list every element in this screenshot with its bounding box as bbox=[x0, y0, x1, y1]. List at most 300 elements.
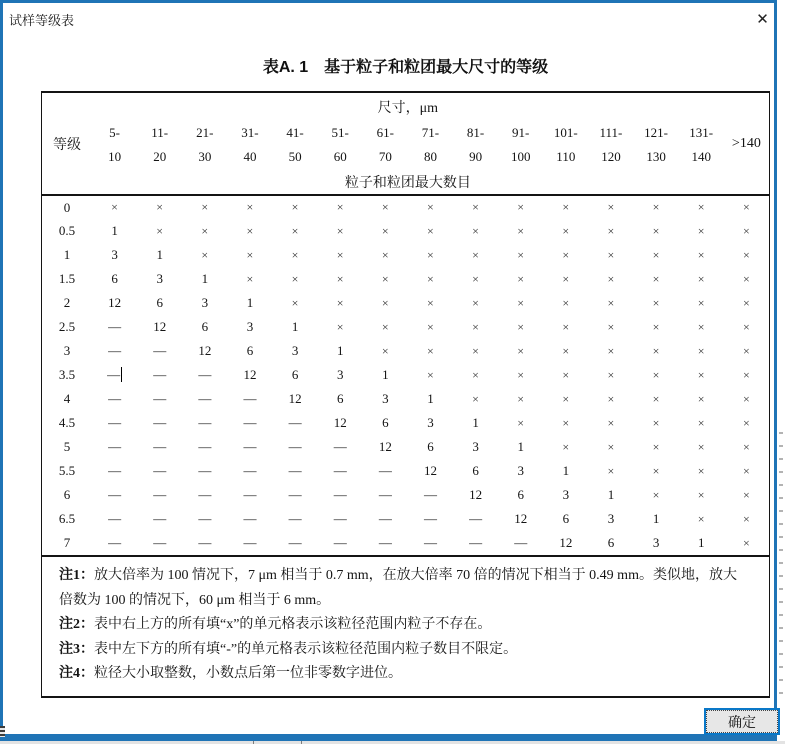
value-cell: × bbox=[742, 223, 750, 238]
size-range-header: 101- 110 bbox=[553, 124, 578, 164]
value-cell: × bbox=[562, 391, 570, 406]
value-cell: — bbox=[288, 535, 302, 550]
value-cell: 1 bbox=[562, 463, 570, 478]
value-cell: × bbox=[472, 271, 479, 286]
value-cell: × bbox=[679, 195, 724, 219]
value-cell: × bbox=[562, 295, 570, 310]
value-cell: 6 bbox=[427, 439, 434, 454]
value-cell: × bbox=[273, 195, 318, 219]
value-cell: × bbox=[517, 223, 525, 238]
size-range-header: 11- 20 bbox=[151, 124, 169, 164]
value-cell: — bbox=[108, 535, 122, 550]
value-cell: × bbox=[562, 271, 570, 286]
table-row bbox=[42, 387, 769, 411]
value-cell: — bbox=[378, 463, 392, 478]
size-range-header: 31- 40 bbox=[241, 124, 259, 164]
value-cell: × bbox=[318, 195, 363, 219]
value-cell: × bbox=[453, 195, 498, 219]
value-cell: × bbox=[652, 223, 660, 238]
value-cell: × bbox=[742, 391, 750, 406]
grade-cell: 5 bbox=[63, 439, 71, 454]
value-cell: 3 bbox=[156, 271, 163, 286]
value-cell: × bbox=[427, 247, 434, 262]
note-line bbox=[59, 638, 757, 663]
value-cell: 3 bbox=[472, 439, 479, 454]
value-cell: × bbox=[182, 195, 227, 219]
value-cell: 1 bbox=[427, 391, 434, 406]
value-cell: × bbox=[291, 247, 299, 262]
value-cell: × bbox=[517, 271, 525, 286]
value-cell: — bbox=[153, 415, 167, 430]
value-cell: × bbox=[336, 295, 344, 310]
value-cell: × bbox=[634, 195, 679, 219]
table-row bbox=[42, 435, 769, 459]
value-cell: × bbox=[472, 223, 479, 238]
value-cell: × bbox=[742, 247, 750, 262]
note-line bbox=[59, 613, 757, 638]
value-cell: 12 bbox=[108, 295, 122, 310]
table-row bbox=[42, 363, 769, 387]
grade-cell: 7 bbox=[63, 535, 71, 550]
value-cell: × bbox=[517, 367, 525, 382]
value-cell: × bbox=[742, 271, 750, 286]
value-cell: 1 bbox=[336, 343, 344, 358]
value-cell: 3 bbox=[607, 511, 615, 526]
value-cell: × bbox=[498, 195, 543, 219]
value-cell: — bbox=[198, 439, 212, 454]
size-range-header: 5- 10 bbox=[108, 124, 122, 164]
value-cell: — bbox=[333, 535, 347, 550]
value-cell: — bbox=[108, 439, 122, 454]
value-cell: 12 bbox=[333, 415, 347, 430]
value-cell: × bbox=[742, 415, 750, 430]
text-caret bbox=[121, 367, 122, 382]
background-window-artifacts bbox=[779, 432, 783, 700]
grade-cell: 1.5 bbox=[58, 271, 76, 286]
value-cell: 6 bbox=[291, 367, 299, 382]
value-cell: — bbox=[514, 535, 528, 550]
value-cell: × bbox=[517, 319, 525, 334]
value-cell: — bbox=[153, 463, 167, 478]
value-cell: × bbox=[472, 343, 479, 358]
value-cell: × bbox=[607, 391, 615, 406]
value-cell: × bbox=[381, 295, 389, 310]
value-cell: 1 bbox=[382, 367, 389, 382]
note-text: 表中右上方的所有填“x”的单元格表示该粒径范围内粒子不存在。 bbox=[94, 617, 492, 632]
value-cell: × bbox=[246, 247, 254, 262]
value-cell: — bbox=[198, 391, 212, 406]
value-cell: — bbox=[153, 343, 167, 358]
value-cell: 3 bbox=[111, 247, 118, 262]
grade-cell: 4 bbox=[63, 391, 71, 406]
value-cell: × bbox=[472, 247, 479, 262]
size-range-header: 51- 60 bbox=[331, 124, 349, 164]
value-cell: — bbox=[288, 487, 302, 502]
table-row bbox=[42, 267, 769, 291]
grade-cell: 6.5 bbox=[58, 511, 76, 526]
value-cell: × bbox=[427, 271, 434, 286]
value-cell: × bbox=[697, 487, 705, 502]
table-row bbox=[42, 459, 769, 483]
value-cell: × bbox=[607, 367, 615, 382]
value-cell: — bbox=[378, 535, 392, 550]
value-cell: — bbox=[153, 367, 167, 382]
table-body bbox=[42, 195, 769, 555]
value-cell: × bbox=[156, 223, 164, 238]
value-cell: × bbox=[742, 439, 750, 454]
value-cell: 1 bbox=[111, 223, 118, 238]
value-cell: × bbox=[697, 271, 705, 286]
value-cell: 12 bbox=[243, 367, 257, 382]
value-cell: 12 bbox=[514, 511, 528, 526]
value-cell: × bbox=[543, 195, 588, 219]
value-cell: × bbox=[742, 463, 750, 478]
value-cell: 1 bbox=[201, 271, 209, 286]
value-cell: × bbox=[381, 223, 389, 238]
note-continuation: 倍数为 100 的情况下，60 μm 相当于 6 mm。 bbox=[59, 592, 331, 608]
value-cell: — bbox=[243, 439, 257, 454]
value-cell: 6 bbox=[562, 511, 570, 526]
value-cell: × bbox=[607, 463, 615, 478]
value-cell: 12 bbox=[153, 319, 167, 334]
close-icon: ✕ bbox=[756, 9, 769, 28]
value-cell: × bbox=[742, 319, 750, 334]
value-cell: — bbox=[198, 487, 212, 502]
value-cell: 12 bbox=[469, 487, 483, 502]
grade-cell: 5.5 bbox=[58, 463, 76, 478]
value-cell: × bbox=[517, 295, 525, 310]
value-cell: — bbox=[288, 439, 302, 454]
value-cell: × bbox=[562, 343, 570, 358]
size-range-header: 131- 140 bbox=[689, 124, 714, 164]
value-cell: × bbox=[697, 511, 705, 526]
value-cell: — bbox=[243, 415, 257, 430]
value-cell: × bbox=[607, 343, 615, 358]
note-text: 表中左下方的所有填“-”的单元格表示该粒径范围内粒子数目不限定。 bbox=[94, 641, 518, 657]
value-cell: × bbox=[427, 295, 434, 310]
window-title: 试样等级表 bbox=[9, 13, 75, 28]
value-cell: × bbox=[381, 319, 389, 334]
size-range-header: 91- 100 bbox=[510, 124, 531, 164]
value-cell: × bbox=[201, 247, 209, 262]
value-cell: × bbox=[742, 367, 750, 382]
value-cell: × bbox=[517, 391, 525, 406]
value-cell: — bbox=[108, 487, 122, 502]
value-cell: — bbox=[243, 391, 257, 406]
value-cell: × bbox=[742, 511, 750, 526]
value-cell: × bbox=[697, 391, 705, 406]
table-row bbox=[42, 195, 769, 219]
value-cell: — bbox=[198, 367, 212, 382]
value-cell: × bbox=[427, 367, 434, 382]
value-cell: 6 bbox=[246, 343, 254, 358]
value-cell: × bbox=[588, 195, 633, 219]
value-cell: — bbox=[469, 535, 483, 550]
table-row bbox=[42, 339, 769, 363]
grade-table bbox=[42, 93, 769, 555]
value-cell: × bbox=[336, 271, 344, 286]
value-cell: × bbox=[697, 439, 705, 454]
table-row bbox=[42, 507, 769, 531]
value-cell: × bbox=[652, 463, 660, 478]
background-artifact-left bbox=[0, 726, 5, 737]
value-cell: — bbox=[243, 535, 257, 550]
value-cell: — bbox=[333, 463, 347, 478]
value-cell: — bbox=[243, 487, 257, 502]
size-range-header: 41- 50 bbox=[286, 124, 304, 164]
value-cell: × bbox=[652, 343, 660, 358]
value-cell: 6 bbox=[201, 319, 209, 334]
size-unit-header: 尺寸，μm bbox=[377, 100, 439, 116]
value-cell: 12 bbox=[378, 439, 392, 454]
table-row bbox=[42, 291, 769, 315]
value-cell: × bbox=[472, 295, 479, 310]
table-row bbox=[42, 315, 769, 339]
grade-cell: 3.5 bbox=[58, 367, 76, 382]
note-label: 注4： bbox=[59, 666, 94, 681]
value-cell: — bbox=[108, 463, 122, 478]
value-cell: × bbox=[697, 367, 705, 382]
value-cell: × bbox=[607, 295, 615, 310]
value-cell: 3 bbox=[201, 295, 209, 310]
close-button[interactable] bbox=[749, 6, 776, 31]
value-cell: × bbox=[92, 195, 137, 219]
value-cell: × bbox=[427, 223, 434, 238]
value-cell: 1 bbox=[517, 439, 524, 454]
value-cell: × bbox=[363, 195, 408, 219]
value-cell: 12 bbox=[198, 343, 212, 358]
value-cell: × bbox=[652, 439, 660, 454]
value-cell: × bbox=[381, 271, 389, 286]
value-cell: × bbox=[291, 295, 299, 310]
value-cell: × bbox=[652, 487, 660, 502]
value-cell: — bbox=[153, 535, 167, 550]
value-cell: — bbox=[378, 511, 392, 526]
value-cell: 6 bbox=[336, 391, 344, 406]
value-cell: — bbox=[153, 487, 167, 502]
value-cell: × bbox=[336, 223, 344, 238]
value-cell: — bbox=[198, 415, 212, 430]
value-cell: 3 bbox=[652, 535, 660, 550]
size-range-header: 21- 30 bbox=[196, 124, 214, 164]
value-cell: — bbox=[108, 511, 122, 526]
grade-column-header: 等级 bbox=[53, 137, 81, 153]
value-cell: — bbox=[198, 535, 212, 550]
value-cell: — bbox=[423, 535, 437, 550]
value-cell: × bbox=[697, 223, 705, 238]
value-cell: × bbox=[697, 415, 705, 430]
value-cell: 3 bbox=[562, 487, 570, 502]
table-notes bbox=[42, 555, 769, 696]
size-range-header: 121- 130 bbox=[644, 124, 668, 164]
note-text: 放大倍率为 100 情况下，7 μm 相当于 0.7 mm，在放大倍率 70 倍的情况下相当于 0.49 mm。类似地，放大 bbox=[94, 568, 737, 583]
value-cell: × bbox=[381, 247, 389, 262]
value-cell: × bbox=[427, 319, 434, 334]
value-cell: × bbox=[742, 487, 750, 502]
value-cell: × bbox=[246, 223, 254, 238]
value-cell: × bbox=[137, 195, 182, 219]
value-cell: × bbox=[562, 247, 570, 262]
value-cell: 1 bbox=[472, 415, 479, 430]
max-count-header: 粒子和粒团最大数目 bbox=[344, 175, 471, 191]
value-cell: — bbox=[108, 343, 122, 358]
value-cell: 6 bbox=[111, 271, 118, 286]
note-line bbox=[59, 662, 757, 687]
note-label: 注1： bbox=[59, 568, 94, 583]
value-cell: × bbox=[291, 223, 299, 238]
value-cell: 6 bbox=[472, 463, 479, 478]
value-cell: 3 bbox=[336, 367, 344, 382]
grade-cell: 1 bbox=[63, 247, 71, 262]
value-cell: × bbox=[472, 319, 479, 334]
value-cell: 1 bbox=[246, 295, 254, 310]
value-cell: 3 bbox=[382, 391, 389, 406]
value-cell: — bbox=[243, 463, 257, 478]
grade-cell: 3 bbox=[63, 343, 71, 358]
value-cell: × bbox=[652, 367, 660, 382]
size-range-header: 111- 120 bbox=[599, 124, 623, 164]
value-cell: — bbox=[288, 511, 302, 526]
value-cell: — bbox=[333, 487, 347, 502]
value-cell: 1 bbox=[156, 247, 163, 262]
note-line bbox=[59, 564, 757, 589]
table-header bbox=[42, 93, 769, 195]
value-cell: 12 bbox=[423, 463, 437, 478]
value-cell: × bbox=[697, 319, 705, 334]
value-cell: × bbox=[607, 271, 615, 286]
ok-button[interactable] bbox=[704, 708, 780, 735]
value-cell: × bbox=[652, 247, 660, 262]
value-cell: × bbox=[697, 247, 705, 262]
ok-button-label: 确定 bbox=[728, 715, 756, 731]
value-cell: 1 bbox=[607, 487, 615, 502]
value-cell: — bbox=[243, 511, 257, 526]
value-cell: — bbox=[153, 511, 167, 526]
value-cell: × bbox=[562, 367, 570, 382]
note-label: 注2： bbox=[59, 617, 94, 632]
value-cell: × bbox=[652, 415, 660, 430]
value-cell: 12 bbox=[288, 391, 302, 406]
value-cell: × bbox=[517, 415, 525, 430]
value-cell: × bbox=[652, 319, 660, 334]
value-cell: × bbox=[472, 367, 479, 382]
note-text: 粒径大小取整数，小数点后第一位非零数字进位。 bbox=[94, 666, 402, 681]
value-cell: — bbox=[198, 511, 212, 526]
value-cell: × bbox=[201, 223, 209, 238]
value-cell: × bbox=[336, 247, 344, 262]
value-cell: × bbox=[381, 343, 389, 358]
value-cell: × bbox=[697, 463, 705, 478]
table-row bbox=[42, 531, 769, 555]
value-cell: × bbox=[607, 247, 615, 262]
value-cell: × bbox=[742, 343, 750, 358]
value-cell: 1 bbox=[291, 319, 299, 334]
value-cell: × bbox=[562, 439, 570, 454]
value-cell: × bbox=[607, 415, 615, 430]
grade-cell: 2 bbox=[63, 295, 71, 310]
value-cell: × bbox=[517, 247, 525, 262]
table-row bbox=[42, 219, 769, 243]
value-cell: × bbox=[291, 271, 299, 286]
grade-cell: 4.5 bbox=[58, 415, 76, 430]
value-cell: 1 bbox=[697, 535, 705, 550]
value-cell: × bbox=[607, 319, 615, 334]
value-cell: — bbox=[288, 463, 302, 478]
table-row bbox=[42, 411, 769, 435]
value-cell: × bbox=[652, 271, 660, 286]
value-cell: 3 bbox=[246, 319, 254, 334]
grade-cell: 0.5 bbox=[58, 223, 76, 238]
table-row bbox=[42, 243, 769, 267]
value-cell: × bbox=[246, 271, 254, 286]
value-cell: × bbox=[562, 415, 570, 430]
value-cell: — bbox=[333, 511, 347, 526]
value-cell: × bbox=[408, 195, 453, 219]
value-cell: — bbox=[108, 415, 122, 430]
size-range-header: 81- 90 bbox=[466, 124, 485, 164]
value-cell: × bbox=[227, 195, 272, 219]
value-cell: × bbox=[517, 343, 525, 358]
value-cell: — bbox=[423, 511, 437, 526]
value-cell: 6 bbox=[607, 535, 615, 550]
table-frame bbox=[41, 91, 770, 698]
table-row bbox=[42, 483, 769, 507]
value-cell: 6 bbox=[517, 487, 524, 502]
value-cell: — bbox=[153, 439, 167, 454]
table-caption: 表A. 1 基于粒子和粒团最大尺寸的等级 bbox=[262, 59, 549, 76]
value-cell: × bbox=[472, 391, 479, 406]
value-cell: 6 bbox=[156, 295, 163, 310]
value-cell: — bbox=[108, 391, 122, 406]
grade-cell: 6 bbox=[63, 487, 71, 502]
value-cell: — bbox=[107, 367, 121, 382]
value-cell: — bbox=[378, 487, 392, 502]
value-cell: × bbox=[562, 223, 570, 238]
value-cell: × bbox=[742, 295, 750, 310]
value-cell: 3 bbox=[427, 415, 434, 430]
value-cell: × bbox=[427, 343, 434, 358]
value-cell: × bbox=[724, 195, 769, 219]
value-cell: × bbox=[697, 343, 705, 358]
size-range-header: 71- 80 bbox=[421, 124, 440, 164]
value-cell: — bbox=[423, 487, 437, 502]
value-cell: × bbox=[607, 223, 615, 238]
value-cell: — bbox=[153, 391, 167, 406]
value-cell: × bbox=[652, 295, 660, 310]
value-cell: × bbox=[697, 295, 705, 310]
value-cell: — bbox=[288, 415, 302, 430]
value-cell: × bbox=[607, 439, 615, 454]
size-range-header: 61- 70 bbox=[376, 124, 394, 164]
value-cell: 3 bbox=[291, 343, 299, 358]
value-cell: — bbox=[333, 439, 347, 454]
value-cell: 12 bbox=[559, 535, 573, 550]
value-cell: × bbox=[562, 319, 570, 334]
value-cell: × bbox=[336, 319, 344, 334]
note-label: 注3： bbox=[59, 641, 94, 657]
grade-cell: 0 bbox=[42, 195, 92, 219]
grade-cell: 2.5 bbox=[58, 319, 76, 334]
value-cell: 1 bbox=[652, 511, 660, 526]
value-cell: 6 bbox=[382, 415, 389, 430]
value-cell: × bbox=[652, 391, 660, 406]
over-140-header: >140 bbox=[731, 135, 761, 151]
value-cell: — bbox=[198, 463, 212, 478]
value-cell: — bbox=[469, 511, 483, 526]
value-cell: × bbox=[742, 535, 750, 550]
value-cell: 3 bbox=[517, 463, 524, 478]
value-cell: — bbox=[108, 319, 122, 334]
